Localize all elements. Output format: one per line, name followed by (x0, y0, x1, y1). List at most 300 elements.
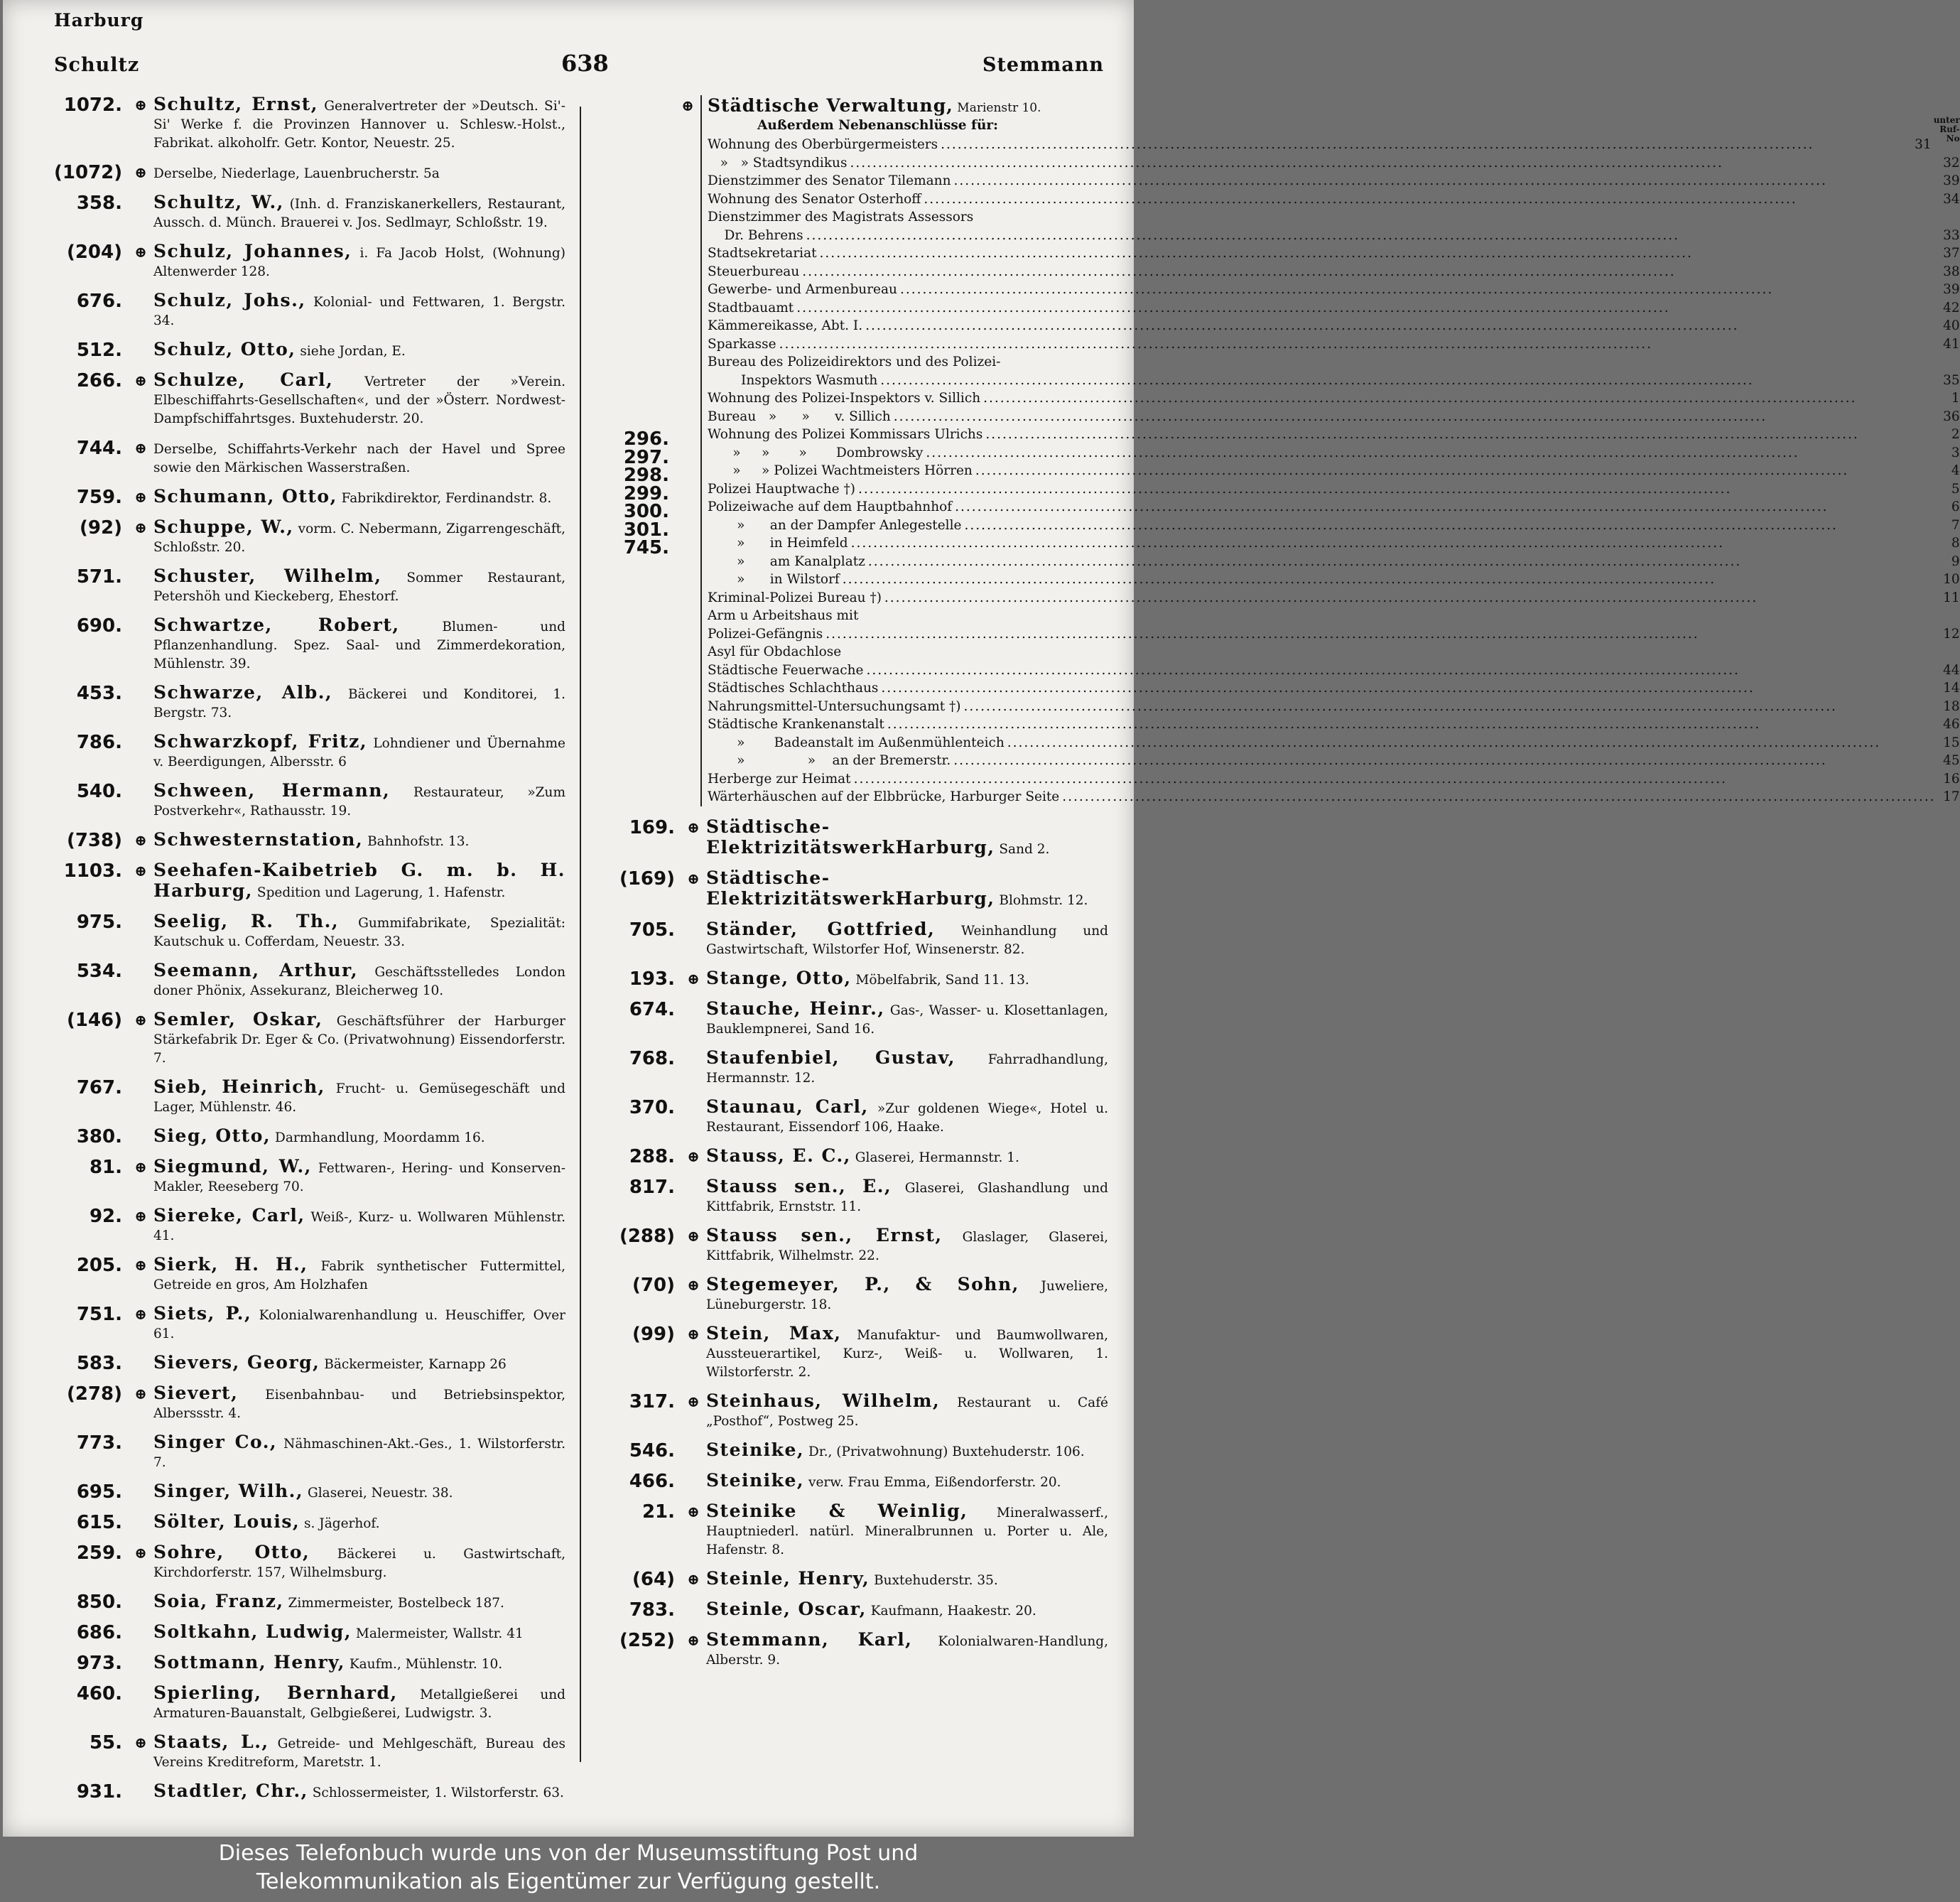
entry-text (153, 242, 565, 281)
subscriber-details: Derselbe, Niederlage, Lauenbrucherstr. 5a (153, 166, 440, 181)
verwaltung-body (700, 95, 1960, 806)
subscriber-name: Stemmann, Karl, (706, 1628, 913, 1650)
extension-number (1939, 353, 1960, 372)
directory-entry (54, 163, 565, 183)
extension-label: Wohnung des Polizei-Inspektors v. Sillich (708, 391, 981, 406)
dot-leader (806, 227, 1936, 245)
extension-number: 32 (1943, 155, 1960, 171)
extension-label: Dienstzimmer des Magistrats Assessors (708, 210, 974, 225)
subscriber-name: Sievers, Georg, (153, 1352, 320, 1373)
subscriber-name: Stange, Otto, (706, 967, 852, 988)
directory-entry (607, 1569, 1108, 1590)
entry-text (706, 1098, 1108, 1137)
subscriber-details: Kolonialwaren-Handlung, Alberstr. 9. (706, 1633, 1108, 1668)
directory-entry (54, 1127, 565, 1147)
subscriber-details: Gummifabrikate, Spezialität: Kautschuk u. Cofferdam, Neuestr. 33. (153, 916, 565, 949)
dot-leader (964, 517, 1935, 535)
extension-number: 3 (1951, 445, 1960, 460)
phone-number: 301. (623, 519, 669, 541)
subscriber-name: Sölter, Louis, (153, 1511, 301, 1532)
telephone-mark-icon: ⊕ (134, 1158, 147, 1176)
phone-number: 453. (76, 683, 122, 704)
phone-number: 975. (76, 912, 122, 933)
phone-number: 744. (76, 438, 122, 459)
extension-line (708, 679, 1960, 698)
subscriber-details: Bäckermeister, Karnapp 26 (320, 1357, 507, 1372)
entry-text (706, 1226, 1108, 1265)
extension-number: 11 (1943, 590, 1960, 605)
phone-number: (204) (66, 242, 122, 263)
extension-number: 44 (1943, 662, 1960, 678)
subscriber-details: Weiß-, Kurz- u. Wollwaren Mühlenstr. 41. (153, 1210, 566, 1243)
subscriber-name: Städtische-ElektrizitätswerkHarburg, (706, 867, 995, 909)
extension-line (708, 172, 1960, 190)
entry-text (153, 1206, 565, 1246)
extension-label: Steuerbureau (708, 264, 800, 279)
dot-leader (880, 372, 1935, 390)
directory-entry (54, 616, 565, 674)
directory-entry (607, 1471, 1108, 1492)
phone-number: (146) (66, 1010, 122, 1031)
telephone-mark-icon: ⊕ (134, 439, 147, 457)
subscriber-details: Kaufmann, Haakestr. 20. (866, 1603, 1036, 1619)
entry-text (153, 1384, 565, 1423)
extension-number (1939, 208, 1960, 227)
entry-text (153, 95, 565, 153)
phone-number: 288. (629, 1145, 675, 1167)
telephone-mark-icon: ⊕ (687, 1147, 700, 1165)
phone-number: 546. (629, 1439, 675, 1461)
dot-leader (887, 715, 1936, 734)
phone-number: (1072) (54, 162, 123, 183)
dot-leader (802, 263, 1935, 281)
verwaltung-title-text: Städtische Verwaltung, (708, 95, 953, 116)
extension-label: » » Stadtsyndikus (708, 155, 848, 171)
telephone-mark-icon: ⊕ (134, 831, 147, 849)
extension-line (708, 715, 1960, 734)
directory-entry (607, 1324, 1108, 1382)
extension-label: » in Wilstorf (708, 572, 840, 587)
dot-leader (850, 154, 1935, 173)
extension-line (708, 589, 1960, 607)
telephone-mark-icon: ⊕ (134, 1544, 147, 1562)
telephone-mark-icon: ⊕ (687, 1275, 700, 1294)
phone-number: 298. (623, 465, 669, 486)
extension-line (708, 372, 1960, 390)
entry-text (706, 1000, 1108, 1039)
dot-leader (926, 444, 1935, 463)
extension-number: 45 (1943, 753, 1960, 768)
extension-number: 12 (1943, 626, 1960, 642)
directory-entry (54, 1543, 565, 1582)
subscriber-details: Zimmermeister, Bostelbeck 187. (283, 1596, 504, 1611)
subscriber-name: Sievert, (153, 1383, 239, 1403)
phone-number: (252) (619, 1629, 675, 1651)
directory-entry (54, 1078, 565, 1117)
page-number: 638 (561, 50, 609, 77)
directory-entry (54, 1010, 565, 1068)
dot-leader (820, 244, 1936, 263)
verwaltung-subheading-text: Außerdem Nebenanschlüsse für: (757, 118, 999, 133)
subscriber-name: Schulz, Johs., (153, 290, 306, 310)
extension-label: Inspektors Wasmuth (708, 372, 878, 388)
subscriber-details: Fabrik synthetischer Futtermittel, Getreide en gros, Am Holzhafen (153, 1259, 565, 1292)
subscriber-details: Sommer Restaurant, Petershöh und Kieckeberg, Ehestorf. (153, 571, 565, 604)
subscriber-name: Siereke, Carl, (153, 1205, 305, 1226)
directory-entry (54, 1255, 565, 1295)
entry-text (153, 1304, 565, 1344)
entry-text (153, 912, 565, 951)
subscriber-details: Darmhandlung, Moordamm 16. (271, 1130, 485, 1145)
extension-number: 31 (1915, 137, 1932, 152)
phone-number: 745. (623, 537, 669, 558)
entry-text (706, 1471, 1108, 1492)
subscriber-details: Frucht- u. Gemüsegeschäft und Lager, Mühlenstr. 46. (153, 1081, 565, 1115)
extension-label: Stadtbauamt (708, 300, 794, 315)
entry-text (153, 518, 565, 557)
directory-entry (607, 1177, 1108, 1216)
directory-entry (54, 1304, 565, 1344)
phone-number: 973. (76, 1653, 122, 1674)
extension-line (708, 480, 1960, 499)
dot-leader (941, 136, 1907, 154)
subscriber-name: Stauss sen., Ernst, (706, 1224, 943, 1246)
entry-text (153, 861, 565, 902)
phone-number: 92. (89, 1206, 122, 1227)
subscriber-name: Steinle, Oscar, (706, 1598, 867, 1619)
left-column (54, 95, 565, 1812)
dot-leader (881, 679, 1935, 698)
phone-number: 193. (629, 968, 675, 990)
subscriber-details: vorm. C. Nebermann, Zigarrengeschäft, Schloßstr. 20. (153, 522, 565, 555)
extension-line (708, 317, 1960, 335)
extension-number: 39 (1943, 173, 1960, 188)
directory-entry (54, 1384, 565, 1423)
entry-text (153, 1782, 565, 1803)
extension-label: Städtische Feuerwache (708, 662, 864, 678)
subscriber-details: Buxtehuderstr. 35. (870, 1572, 998, 1588)
extension-label: Polizei-Gefängnis (708, 626, 823, 642)
extension-line (708, 263, 1960, 281)
subscriber-details: verw. Frau Emma, Eißendorferstr. 20. (804, 1474, 1061, 1490)
phone-number: (738) (66, 830, 122, 851)
dot-leader (924, 190, 1935, 209)
directory-entry (607, 1000, 1108, 1039)
telephone-mark-icon: ⊕ (134, 488, 147, 506)
phone-number: 266. (76, 370, 122, 391)
verwaltung-address: Marienstr 10. (953, 101, 1041, 115)
directory-entry (607, 1098, 1108, 1137)
telephone-mark-icon: ⊕ (134, 372, 147, 389)
phone-number: 534. (76, 961, 122, 982)
extension-number: 16 (1943, 771, 1960, 787)
telephone-mark-icon: ⊕ (134, 96, 147, 114)
extension-label: Arm u Arbeitshaus mit (708, 608, 859, 623)
directory-entry (54, 95, 565, 153)
directory-entry (607, 969, 1108, 990)
subscriber-name: Schulz, Johannes, (153, 241, 352, 261)
subscriber-details: Glaserei, Glashandlung und Kittfabrik, Ernststr. 11. (706, 1180, 1108, 1214)
subscriber-details: Vertreter der »Verein. Elbeschiffahrts-Gesellschaften«, und der »Österr. Nordwest-Dampfschiffahrtsges. Buxtehuderstr. 20. (153, 374, 565, 426)
directory-entry (54, 961, 565, 1000)
phone-number: (169) (619, 868, 675, 890)
telephone-mark-icon: ⊕ (134, 1734, 147, 1751)
entry-text (706, 869, 1108, 910)
entry-text (706, 1049, 1108, 1088)
verwaltung-subheading (708, 115, 1960, 144)
phone-number: 358. (76, 193, 122, 214)
extension-number: 39 (1943, 282, 1960, 297)
phone-number: 850. (76, 1592, 122, 1613)
extension-number: 9 (1951, 553, 1960, 569)
dot-leader (975, 462, 1936, 480)
subscriber-details: Bahnhofstr. 13. (363, 834, 470, 849)
extension-number: 15 (1943, 735, 1960, 750)
phone-number: 695. (76, 1481, 122, 1503)
extension-line (708, 770, 1960, 789)
subscriber-name: Schulz, Otto, (153, 339, 296, 360)
subscriber-details: (Inh. d. Franziskanerkellers, Restaurant, Aussch. d. Münch. Brauerei v. Jos. Sedlmayr, Schloßstr. 19. (153, 197, 565, 230)
entry-text (706, 818, 1108, 859)
entry-text (153, 1010, 565, 1068)
directory-entry (607, 1049, 1108, 1088)
phone-number: 674. (629, 998, 675, 1020)
telephone-mark-icon: ⊕ (687, 818, 700, 836)
entry-text (153, 567, 565, 606)
directory-entry (607, 1275, 1108, 1314)
subscriber-name: Sottmann, Henry, (153, 1652, 345, 1673)
phone-number: 817. (629, 1176, 675, 1198)
subscriber-name: Sieb, Heinrich, (153, 1076, 325, 1097)
phone-number: 768. (629, 1047, 675, 1069)
extension-line (708, 444, 1960, 463)
subscriber-details: Schlossermeister, 1. Wilstorferstr. 63. (308, 1785, 564, 1800)
extension-line (708, 281, 1960, 299)
dot-leader (825, 625, 1935, 644)
directory-entry (607, 1392, 1108, 1431)
subscriber-name: Singer, Wilh., (153, 1481, 304, 1501)
phone-number: (99) (632, 1323, 675, 1345)
footer-line-2: Telekommunikation als Eigentümer zur Verfügung gestellt. (256, 1869, 881, 1894)
subscriber-name: Stadtler, Chr., (153, 1781, 308, 1801)
directory-entry (54, 1433, 565, 1472)
dot-leader (1007, 734, 1936, 752)
directory-entry (54, 861, 565, 902)
telephone-mark-icon: ⊕ (134, 163, 147, 181)
directory-entry (54, 683, 565, 723)
dot-leader (964, 698, 1936, 716)
footer-line-1: Dieses Telefonbuch wurde uns von der Museumsstiftung Post und (218, 1841, 919, 1866)
entry-text (153, 782, 565, 821)
extension-label: Polizei Hauptwache †) (708, 481, 855, 497)
telephone-mark-icon: ⊕ (687, 1324, 700, 1343)
directory-entry (54, 291, 565, 330)
extension-line (708, 752, 1960, 770)
phone-number: (64) (632, 1568, 675, 1590)
subscriber-name: Seehafen-Kaibetrieb G. m. b. H. Harburg, (153, 860, 565, 901)
subscriber-name: Stein, Max, (706, 1322, 842, 1344)
subscriber-details: Mineralwasserf., Hauptniederl. natürl. Mineralbrunnen u. Porter u. Ale, Hafenstr. 8. (706, 1505, 1108, 1557)
entry-text (153, 961, 565, 1000)
dot-leader (843, 571, 1936, 589)
dot-leader (854, 770, 1936, 789)
extension-label: » » » Dombrowsky (708, 445, 924, 460)
subscriber-details: Derselbe, Schiffahrts-Verkehr nach der Havel und Spree sowie den Märkischen Wasserstraßen. (153, 442, 565, 475)
subscriber-name: Siets, P., (153, 1303, 252, 1324)
extension-line (708, 136, 1932, 154)
directory-entry (54, 831, 565, 851)
extension-line (708, 244, 1960, 263)
extension-number: 35 (1943, 372, 1960, 388)
subscriber-details: Bäckerei und Konditorei, 1. Bergstr. 73. (153, 687, 565, 720)
extension-number: 41 (1943, 336, 1960, 352)
phone-number: 540. (76, 781, 122, 802)
extension-label: Wohnung des Polizei Kommissars Ulrichs (708, 427, 983, 442)
phone-number: 676. (76, 291, 122, 312)
extension-line (708, 462, 1960, 480)
extension-label: Bureau » » v. Sillich (708, 409, 891, 424)
extension-label: Bureau des Polizeidirektors und des Polizei- (708, 355, 1001, 369)
directory-entry (54, 438, 565, 477)
subscriber-details: Nähmaschinen-Akt.-Ges., 1. Wilstorferstr. 7. (153, 1437, 565, 1470)
subscriber-details: Kolonialwarenhandlung u. Heuschiffer, Over 61. (153, 1308, 565, 1341)
directory-page (3, 0, 1960, 1837)
subscriber-details: Blohmstr. 12. (995, 892, 1088, 908)
entry-text (153, 1255, 565, 1295)
entry-text (706, 1147, 1108, 1167)
first-name-heading: Schultz (54, 54, 140, 76)
subscriber-name: Staufenbiel, Gustav, (706, 1047, 955, 1068)
dot-leader (851, 534, 1936, 553)
verwaltung-block (607, 95, 1960, 806)
subscriber-details: Dr., (Privatwohnung) Buxtehuderstr. 106. (804, 1444, 1085, 1459)
entry-text (153, 1592, 565, 1613)
extension-line (708, 661, 1960, 680)
subscriber-name: Schwesternstation, (153, 829, 364, 850)
phone-number: 759. (76, 487, 122, 508)
extension-line (708, 299, 1960, 318)
subscriber-details: Geschäftsstelledes London doner Phönix, Assekuranz, Bleicherweg 10. (153, 965, 565, 998)
entry-text (706, 1502, 1108, 1560)
dot-leader (796, 299, 1935, 318)
directory-entry (54, 782, 565, 821)
extension-label: Städtisches Schlachthaus (708, 681, 879, 696)
extension-label: » am Kanalplatz (708, 553, 865, 569)
phone-number: 751. (76, 1304, 122, 1325)
directory-entry (54, 1206, 565, 1246)
entry-text (153, 371, 565, 428)
footer-notice (0, 1837, 1137, 1902)
subscriber-details: Getreide- und Mehlgeschäft, Bureau des Vereins Kreditreform, Maretstr. 1. (153, 1736, 566, 1770)
extension-line (708, 353, 1960, 372)
subscriber-name: Steinhaus, Wilhelm, (706, 1390, 941, 1411)
entry-text (153, 193, 565, 232)
extension-number: 37 (1943, 246, 1960, 261)
directory-entry (54, 193, 565, 232)
subscriber-details: Glaslager, Glaserei, Kittfabrik, Wilhelmstr. 22. (706, 1229, 1108, 1263)
extension-number: 18 (1943, 698, 1960, 714)
telephone-mark-icon: ⊕ (687, 1392, 700, 1410)
subscriber-name: Schumann, Otto, (153, 486, 337, 507)
subscriber-name: Sierk, H. H., (153, 1254, 308, 1275)
phone-number: 300. (623, 501, 669, 522)
verwaltung-subheading-note: unter Ruf-No (1933, 115, 1960, 144)
telephone-mark-icon: ⊕ (134, 1207, 147, 1225)
phone-number: (278) (66, 1383, 122, 1405)
directory-entry (54, 1592, 565, 1613)
verwaltung-lines (708, 136, 1960, 806)
extension-label: » in Heimfeld (708, 536, 848, 551)
entry-text (706, 1392, 1108, 1431)
dot-leader (954, 172, 1936, 190)
verwaltung-numbers (607, 95, 675, 806)
subscriber-name: Schuster, Wilhelm, (153, 566, 382, 586)
directory-entry (54, 518, 565, 557)
subscriber-details: Fettwaren-, Hering- und Konserven-Makler, Reeseberg 70. (153, 1161, 565, 1194)
extension-number: 46 (1943, 717, 1960, 732)
directory-entry (607, 1502, 1108, 1560)
directory-entry (54, 371, 565, 428)
subscriber-details: Malermeister, Wallstr. 41 (352, 1626, 524, 1641)
extension-number: 6 (1951, 499, 1960, 514)
phone-number: 205. (76, 1255, 122, 1276)
subscriber-details: Eisenbahnbau- und Betriebsinspektor, Alberssstr. 4. (153, 1388, 565, 1421)
subscriber-details: Manufaktur- und Baumwollwaren, Aussteuerartikel, Kurz-, Weiß- u. Wollwaren, 1. Wilstorferstr. 2. (706, 1327, 1108, 1380)
extension-label: » an der Dampfer Anlegestelle (708, 517, 962, 533)
entry-text (153, 1157, 565, 1196)
directory-entry (607, 1147, 1108, 1167)
phone-number: 767. (76, 1077, 122, 1098)
subscriber-name: Staunau, Carl, (706, 1096, 869, 1117)
entry-text (153, 616, 565, 674)
subscriber-name: Stauss, E. C., (706, 1145, 851, 1166)
dot-leader (953, 752, 1935, 770)
phone-number: 370. (629, 1096, 675, 1118)
extension-line (708, 335, 1960, 354)
subscriber-name: Schulze, Carl, (153, 369, 334, 390)
phone-number: 583. (76, 1353, 122, 1374)
phone-number: 380. (76, 1126, 122, 1147)
verwaltung-title (708, 95, 1960, 116)
extension-label: Stadtsekretariat (708, 246, 817, 261)
telephone-mark-icon: ⊕ (134, 243, 147, 261)
dot-leader (894, 408, 1936, 426)
extension-line (708, 517, 1960, 535)
extension-line (708, 408, 1960, 426)
extension-label: Gewerbe- und Armenbureau (708, 282, 897, 297)
entry-text (153, 163, 565, 183)
dot-leader (985, 426, 1935, 444)
phone-number: 686. (76, 1622, 122, 1643)
telephone-mark-icon: ⊕ (134, 519, 147, 536)
phone-number: 299. (623, 482, 669, 504)
subscriber-name: Schultz, W., (153, 192, 284, 212)
directory-entry (607, 1226, 1108, 1265)
subscriber-name: Städtische-ElektrizitätswerkHarburg, (706, 816, 995, 858)
extension-number: 40 (1943, 318, 1960, 333)
telephone-mark-icon: ⊕ (687, 1631, 700, 1649)
subscriber-details: Juweliere, Lüneburgerstr. 18. (706, 1278, 1108, 1312)
subscriber-details: Glaserei, Hermannstr. 1. (850, 1150, 1019, 1165)
phone-number: 297. (623, 446, 669, 468)
extension-number: 14 (1943, 681, 1960, 696)
subscriber-details: siehe Jordan, E. (296, 344, 406, 359)
subscriber-name: Schwartze, Robert, (153, 615, 400, 635)
subscriber-details: Gas-, Wasser- u. Klosettanlagen, Bauklempnerei, Sand 16. (706, 1003, 1108, 1037)
phone-number: 259. (76, 1542, 122, 1564)
entry-text (153, 733, 565, 772)
phone-number: 296. (623, 428, 669, 450)
